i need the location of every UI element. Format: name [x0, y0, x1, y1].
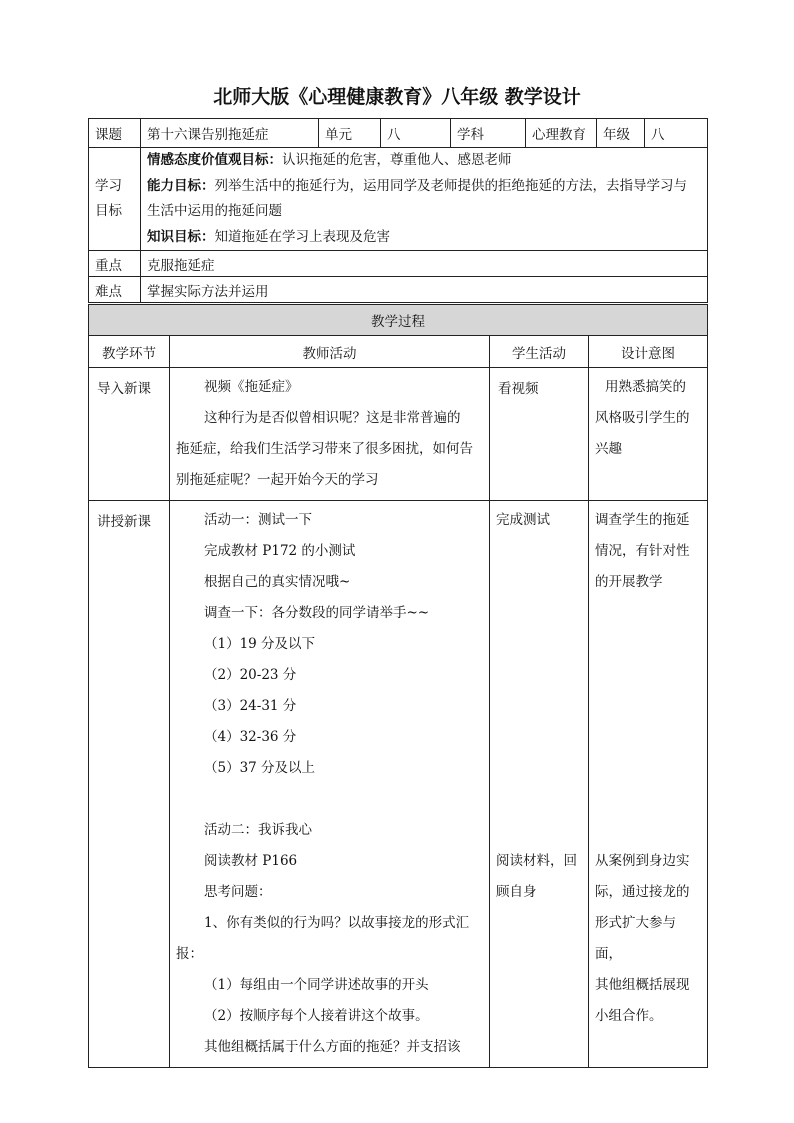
discipline-label: 学科	[451, 119, 526, 148]
intro-row	[89, 368, 708, 501]
subject-value: 第十六课告别拖延症	[141, 119, 319, 148]
intro-student: 看视频	[490, 368, 589, 501]
new-intent	[589, 501, 708, 1068]
teacher-line: 视频《拖延症》	[204, 379, 299, 395]
process-header-row	[89, 305, 708, 336]
new-stage: 讲授新课	[89, 501, 170, 1068]
emotion-goal	[147, 148, 701, 174]
process-columns-row	[89, 336, 708, 368]
teacher-line: （4）32-36 分	[204, 729, 297, 745]
teacher-line: 拖延症，给我们生活学习带来了很多困扰，如何告	[176, 441, 473, 457]
student-activity-1: 完成测试	[496, 512, 550, 528]
emotion-goal-label: 情感态度价值观目标：	[147, 152, 282, 168]
difficulty-value: 掌握实际方法并运用	[141, 277, 708, 303]
intent-line: 其他组概括展现	[595, 977, 690, 993]
goals-row	[89, 148, 708, 251]
key-point-label: 重点	[89, 251, 141, 277]
intent-line: 的开展教学	[595, 574, 663, 590]
intent-line: 兴趣	[595, 441, 622, 457]
teacher-line: 1、你有类似的行为吗？以故事接龙的形式汇	[204, 915, 470, 931]
knowledge-goal	[147, 225, 701, 251]
teacher-line: （3）24-31 分	[204, 698, 297, 714]
teacher-line: （1）每组由一个同学讲述故事的开头	[204, 977, 429, 993]
intent-line: 调查学生的拖延	[595, 512, 690, 528]
spacer	[496, 536, 582, 846]
grade-label: 年级	[597, 119, 645, 148]
column-teacher: 教师活动	[170, 336, 490, 368]
intent-line: 形式扩大参与面，	[595, 915, 676, 962]
goals-label	[89, 148, 141, 251]
ability-goal-label: 能力目标：	[147, 177, 215, 194]
unit-value: 八	[381, 119, 451, 148]
new-row	[89, 501, 708, 1068]
goals-label-line1: 学习	[95, 178, 122, 195]
grade-value: 八	[645, 119, 708, 148]
knowledge-goal-label: 知识目标：	[147, 228, 215, 245]
student-activity-2-cont: 顾自身	[496, 884, 537, 900]
teacher-line: 调查一下：各分数段的同学请举手~~	[204, 605, 430, 621]
ability-goal	[147, 174, 701, 200]
teacher-line: 完成教材 P172 的小测试	[204, 543, 356, 559]
teacher-line: （2）20-23 分	[204, 667, 297, 683]
column-stage: 教学环节	[89, 336, 170, 368]
subject-label: 课题	[89, 119, 141, 148]
teacher-line: 别拖延症呢？一起开始今天的学习	[176, 472, 379, 488]
teacher-line: （5）37 分及以上	[204, 760, 316, 776]
spacer	[595, 598, 701, 846]
intro-intent	[589, 368, 708, 501]
process-table	[88, 304, 708, 1068]
knowledge-goal-text: 知道拖延在学习上表现及危害	[214, 228, 390, 245]
new-student	[490, 501, 589, 1068]
key-point-value: 克服拖延症	[141, 251, 708, 277]
key-point-row	[89, 251, 708, 277]
ability-goal-text-cont: 生活中运用的拖延问题	[147, 203, 282, 220]
column-student: 学生活动	[490, 336, 589, 368]
teacher-line: 这种行为是否似曾相识呢？这是非常普遍的	[204, 410, 461, 426]
unit-label: 单元	[319, 119, 381, 148]
teacher-line: 阅读教材 P166	[204, 853, 298, 869]
teacher-line: 根据自己的真实情况哦~	[204, 574, 351, 590]
teacher-line: 其他组概括属于什么方面的拖延？并支招该	[204, 1039, 461, 1055]
intent-line: 情况，有针对性	[595, 543, 690, 559]
ability-goal-text: 列举生活中的拖延行为，运用同学及老师提供的拒绝拖延的方法，去指导学习与	[214, 177, 687, 194]
intro-stage: 导入新课	[89, 368, 170, 501]
emotion-goal-text: 认识拖延的危害，尊重他人、感恩老师	[282, 152, 512, 168]
intent-line: 风格吸引学生的	[595, 410, 690, 426]
teacher-line: 思考问题：	[204, 884, 272, 900]
teacher-line	[176, 784, 483, 815]
teacher-line: 报：	[176, 946, 203, 962]
page-title: 北师大版《心理健康教育》八年级 教学设计	[213, 86, 581, 108]
goals-content	[141, 148, 708, 251]
teacher-line: （1）19 分及以下	[204, 636, 316, 652]
intent-line: 小组合作。	[595, 1008, 663, 1024]
difficulty-row	[89, 277, 708, 303]
goals-label-line2: 目标	[95, 203, 122, 220]
difficulty-label: 难点	[89, 277, 141, 303]
student-activity-2: 阅读材料，回	[496, 853, 577, 869]
info-table	[88, 118, 708, 303]
intent-line: 用熟悉搞笑的	[605, 379, 686, 395]
intent-line: 际，通过接龙的	[595, 884, 690, 900]
intent-line: 从案例到身边实	[595, 853, 690, 869]
column-intent: 设计意图	[589, 336, 708, 368]
discipline-value: 心理教育	[526, 119, 597, 148]
info-row	[89, 119, 708, 148]
teacher-line: （2）按顺序每个人接着讲这个故事。	[204, 1008, 429, 1024]
teacher-line: 活动一：测试一下	[204, 512, 312, 528]
intro-teacher	[170, 368, 490, 501]
teacher-line: 活动二：我诉我心	[204, 822, 312, 838]
new-teacher	[170, 501, 490, 1068]
process-header: 教学过程	[89, 305, 708, 336]
